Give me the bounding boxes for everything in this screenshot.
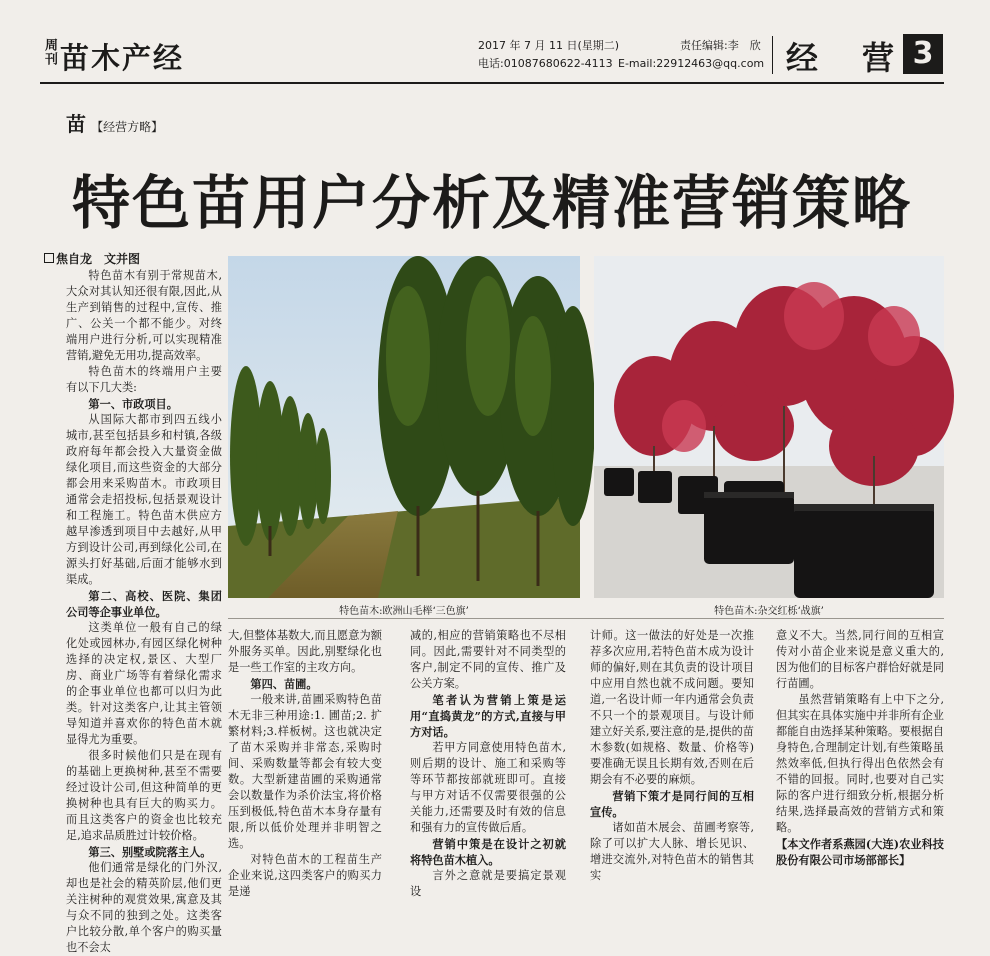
photo-divider (228, 618, 944, 619)
subheading: 营销中策是在设计之初就将特色苗木植入。 (410, 837, 566, 867)
subheading: 第二、高校、医院、集团公司等企事业单位。 (66, 589, 222, 619)
article-column-2 (228, 628, 382, 898)
paper-name: 苗木产经 (60, 41, 185, 75)
phone: 电话:01087680622-4113 (478, 57, 613, 70)
paragraph: 一般来讲,苗圃采购特色苗木无非三种用途:1. 圃苗;2. 扩繁材料;3.样板树。这也就决定了苗木采购并非常态,采购时间、采购数量等都会有较大变数。大型新建苗圃的采购通常会以数量作为杀价法宝,将价格压到极低,特色苗木本身存量有限,所以低价处理并非明智之选。 (228, 693, 382, 850)
article-column-5 (776, 628, 944, 867)
subheading: 第三、别墅或院落主人。 (88, 845, 212, 859)
email: E-mail:22912463@qq.com (618, 57, 765, 70)
paragraph: 从国际大都市到四五线小城市,甚至包括县乡和村镇,各级政府每年都会投入大量资金做绿化项目,而这些资金的大部分都会用来采购苗木。市政项目通常会走招投标,包括景观设计和工程施工。特色苗木供应方越早渗透到项目中去越好,从甲方到设计公司,再到绿化公司,在源头打好基础,后面才能够水到渠成。 (66, 413, 222, 586)
photo-red-oak-pots (594, 256, 944, 598)
paragraph: 很多时候他们只是在现有的基础上更换树种,甚至不需要经过设计公司,但这种简单的更换树种也具有巨大的购买力。而且这类客户的资金也比较充足,追求品质胜过计较价格。 (66, 749, 222, 842)
paragraph: 诸如苗木展会、苗圃考察等,除了可以扩大人脉、增长见识、增进交流外,对特色苗木的销售其实 (590, 821, 754, 882)
column-logo: 苗 (66, 112, 86, 136)
paragraph: 若甲方同意使用特色苗木,则后期的设计、施工和采购等等环节都按部就班即可。直接与甲方对话不仅需要很强的公关能力,还需要及时有效的信息和强有力的宣传做后盾。 (410, 741, 566, 834)
masthead-divider (772, 36, 773, 74)
paragraph: 特色苗木有别于常规苗木,大众对其认知还很有限,因此,从生产到销售的过程中,宣传、推广、公关一个都不能少。对终端用户进行分析,可以实现精准营销,避免无用功,提高效率。 (66, 269, 222, 362)
article-column-4 (590, 628, 754, 882)
red-oak-image (594, 256, 944, 598)
article-column-1 (66, 268, 222, 954)
paragraph: 大,但整体基数大,而且愿意为额外服务买单。因此,别墅绿化也是一些工作室的主攻方向。 (228, 629, 382, 674)
paragraph: 特色苗木的终端用户主要有以下几大类: (66, 365, 222, 394)
section-name: 经 营 (786, 39, 901, 77)
subheading: 第四、苗圃。 (250, 677, 318, 691)
byline-box-icon (44, 253, 54, 263)
editor: 责任编辑:李 欣 (680, 39, 761, 52)
paragraph: 对特色苗木的工程苗生产企业来说,这四类客户的购买力是递 (228, 853, 382, 898)
subheading: 营销下策才是同行间的互相宣传。 (590, 789, 754, 819)
beech-trees-image (228, 256, 580, 598)
column-tag: 【经营方略】 (91, 120, 164, 134)
byline (44, 250, 140, 267)
column-tag-block (66, 108, 163, 137)
article-column-3 (410, 628, 566, 898)
paragraph: 他们通常是绿化的门外汉,却也是社会的精英阶层,他们更关注树种的观赏效果,寓意及其与众不同的独到之处。这类客户比较分散,单个客户的购买量也不会太 (66, 861, 222, 954)
paragraph: 这类单位一般有自己的绿化处或园林办,有园区绿化树种选择的决定权,景区、大型厂房、商业广场等有着绿化需求的企事业单位也都可以归为此类。针对这类客户,让其主管领导知道并喜欢你的特色苗木就显得尤为重要。 (66, 621, 222, 746)
paragraph: 计师。这一做法的好处是一次推荐多次应用,若特色苗木成为设计师的偏好,则在其负责的设计项目中应用自然也就不成问题。要知道,一名设计师一年内通常会负责不只一个的景观项目。与设计师建立好关系,要注意的是,提供的苗木参数(如规格、数量、价格等)要准确无误且长期有效,否则在后期会有不必要的麻烦。 (590, 629, 754, 786)
subheading: 笔者认为营销上策是运用“直捣黄龙”的方式,直接与甲方对话。 (410, 693, 566, 739)
photo-caption-red-oak: 特色苗木:杂交红栎‘战旗’ (714, 606, 824, 617)
paragraph: 减的,相应的营销策略也不尽相同。因此,需要针对不同类型的客户,制定不同的宣传、推广及公关方案。 (410, 629, 566, 690)
headline: 特色苗用户分析及精准营销策略 (72, 169, 913, 237)
paragraph: 言外之意就是要搞定景观设 (410, 869, 566, 898)
photo-caption-beech: 特色苗木:欧洲山毛榉‘三色旗’ (339, 606, 469, 617)
page-number: 3 (903, 34, 943, 74)
photo-beech-trees (228, 256, 580, 598)
paragraph: 意义不大。当然,同行间的互相宣传对小苗企业来说是意义重大的,因为他们的目标客户群恰好就是同行苗圃。 (776, 629, 944, 690)
author-note: 【本文作者系燕园(大连)农业科技股份有限公司市场部部长】 (776, 837, 944, 867)
paragraph: 虽然营销策略有上中下之分,但其实在具体实施中并非所有企业都能自由选择某种策略。要根据自身特色,合理制定计划,有些策略虽然效率低,但执行得出色依然会有不错的回报。同时,也要对自己实际的客户进行细致分析,根据分析结果,选择最高效的营销方式和策略。 (776, 693, 944, 834)
subheading: 第一、市政项目。 (88, 397, 178, 411)
issue-date: 2017 年 7 月 11 日(星期二) (478, 39, 620, 52)
byline-text: 焦自龙 文并图 (56, 252, 141, 266)
masthead-rule (40, 82, 944, 84)
weekly-label: 周刊 (42, 38, 57, 66)
